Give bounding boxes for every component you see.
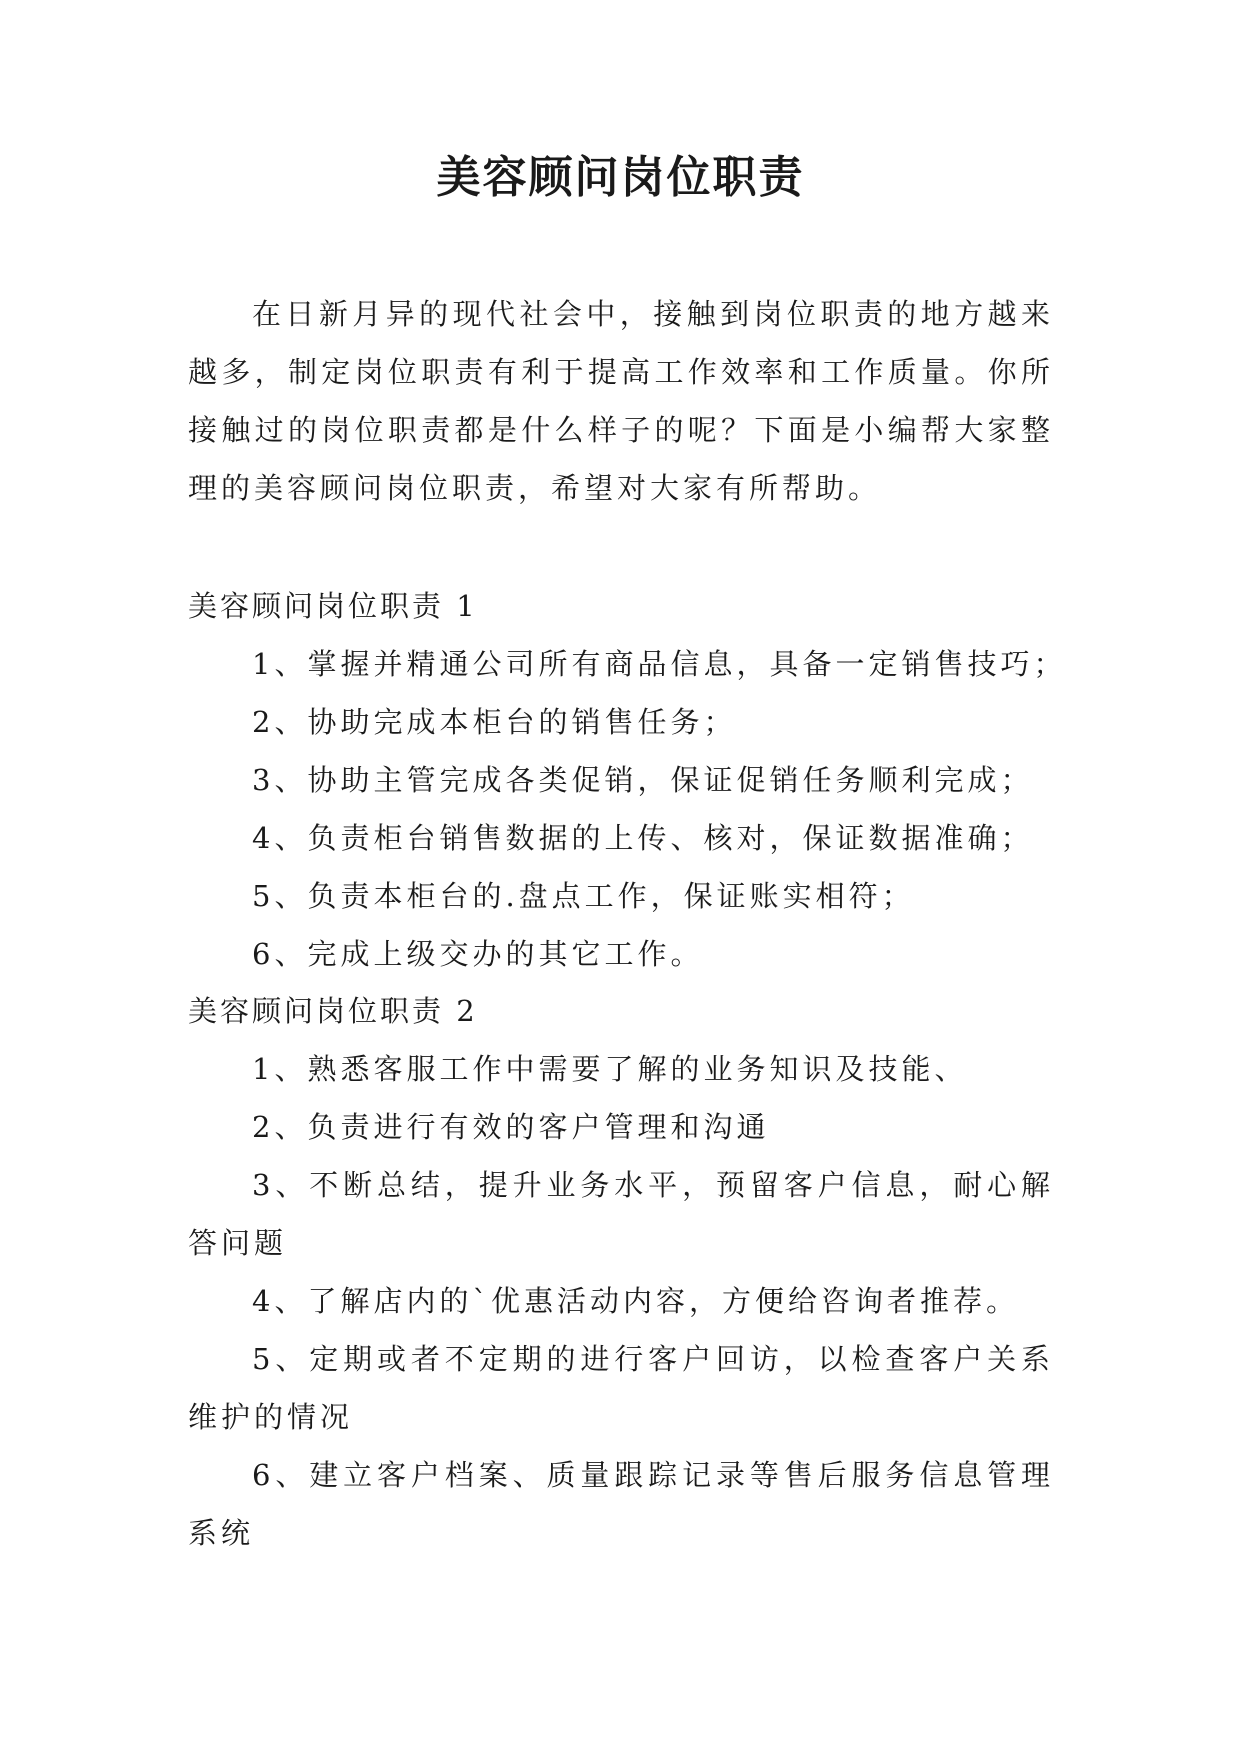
list-item: 4、负责柜台销售数据的上传、核对，保证数据准确； <box>252 821 1034 855</box>
list-item: 4、了解店内的`优惠活动内容，方便给咨询者推荐。 <box>252 1284 1019 1318</box>
document-title: 美容顾问岗位职责 <box>436 152 805 203</box>
list-item: 1、熟悉客服工作中需要了解的业务知识及技能、 <box>252 1052 968 1086</box>
list-item: 2、负责进行有效的客户管理和沟通 <box>252 1110 770 1144</box>
list-item: 6、完成上级交办的其它工作。 <box>252 937 704 971</box>
list-item: 3、不断总结，提升业务水平，预留客户信息，耐心解答问题 <box>188 1168 1054 1260</box>
list-item: 5、负责本柜台的.盘点工作，保证账实相符； <box>252 879 915 913</box>
list-item: 6、建立客户档案、质量跟踪记录等售后服务信息管理系统 <box>188 1458 1054 1550</box>
section-heading: 美容顾问岗位职责 1 <box>188 589 478 623</box>
intro-paragraph: 在日新月异的现代社会中，接触到岗位职责的地方越来越多，制定岗位职责有利于提高工作效率和工作质量。你所接触过的岗位职责都是什么样子的呢？下面是小编帮大家整理的美容顾问岗位职责，希望对大家有所帮助。 <box>188 297 1054 505</box>
list-item: 3、协助主管完成各类促销，保证促销任务顺利完成； <box>252 763 1034 797</box>
section-heading: 美容顾问岗位职责 2 <box>188 994 478 1028</box>
list-item: 1、掌握并精通公司所有商品信息，具备一定销售技巧； <box>252 647 1067 681</box>
section-2 <box>188 982 1068 1562</box>
section-1 <box>188 577 1068 983</box>
list-item: 2、协助完成本柜台的销售任务； <box>252 705 737 739</box>
list-item: 5、定期或者不定期的进行客户回访，以检查客户关系维护的情况 <box>188 1342 1054 1434</box>
